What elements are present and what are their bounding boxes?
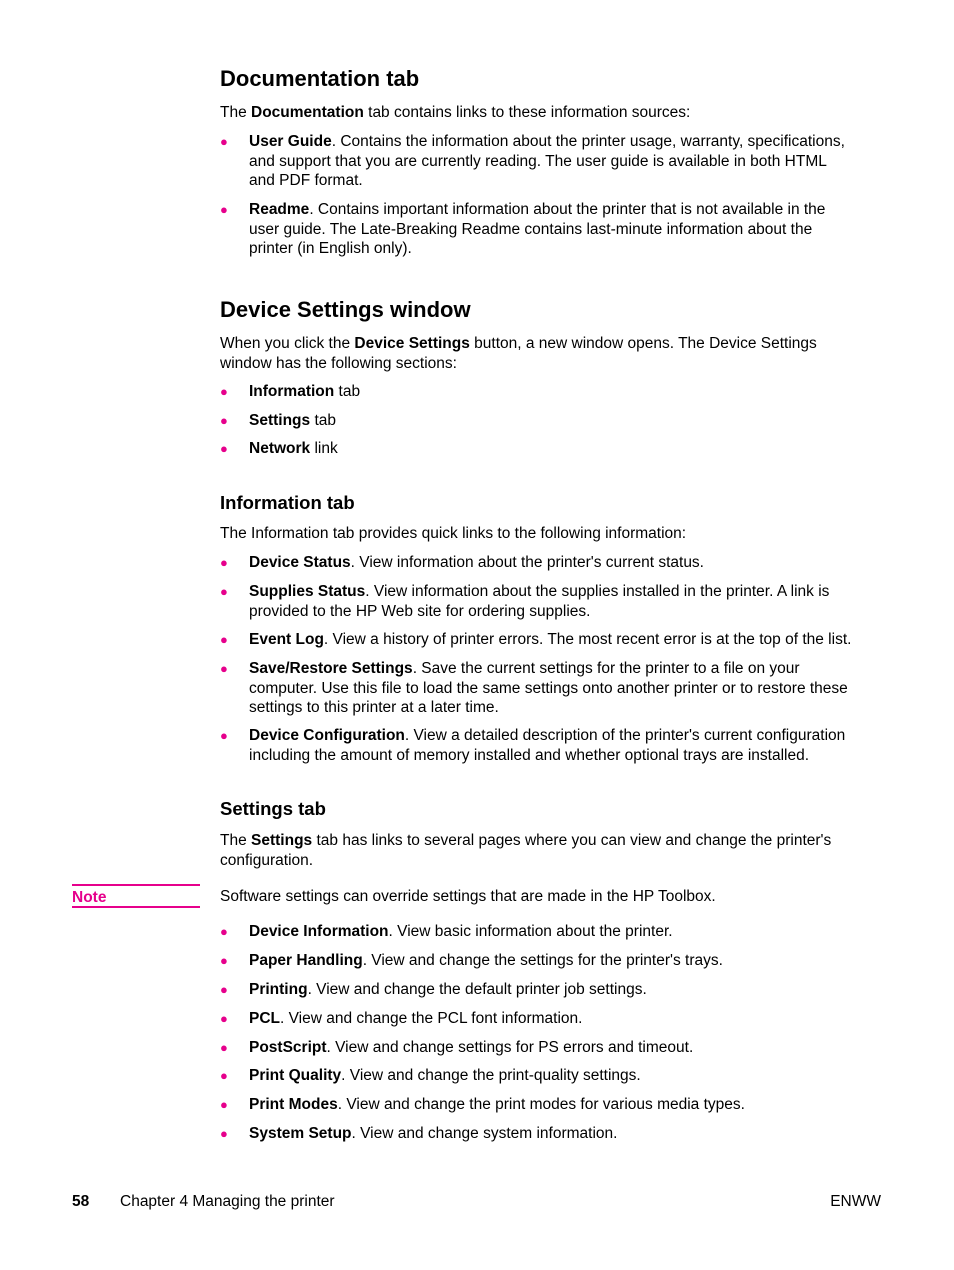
- bullet-icon: ●: [220, 1126, 228, 1141]
- page-number: 58: [72, 1193, 90, 1210]
- bullet-icon: ●: [220, 384, 228, 399]
- bullet-icon: ●: [220, 632, 228, 647]
- footer-chapter: Chapter 4 Managing the printer: [120, 1193, 335, 1210]
- bullet-icon: ●: [220, 1040, 228, 1055]
- bullet-icon: ●: [220, 1068, 228, 1083]
- bullet-icon: ●: [220, 202, 228, 217]
- heading-device-settings-window: Device Settings window: [220, 297, 471, 322]
- device-settings-intro: When you click the Device Settings button, a new window opens. The Device Settings window has the following sections:: [220, 335, 817, 372]
- bullet-icon: ●: [220, 134, 228, 149]
- documentation-intro: The Documentation tab contains links to these information sources:: [220, 104, 691, 121]
- bullet-icon: ●: [220, 953, 228, 968]
- bullet-icon: ●: [220, 728, 228, 743]
- bullet-icon: ●: [220, 1097, 228, 1112]
- heading-information-tab: Information tab: [220, 492, 355, 513]
- note-label: Note: [72, 884, 200, 908]
- bullet-icon: ●: [220, 982, 228, 997]
- bullet-icon: ●: [220, 555, 228, 570]
- bullet-icon: ●: [220, 924, 228, 939]
- settings-intro: The Settings tab has links to several pages where you can view and change the printer's configuration.: [220, 832, 832, 869]
- bullet-icon: ●: [220, 441, 228, 456]
- bullet-icon: ●: [220, 1011, 228, 1026]
- heading-settings-tab: Settings tab: [220, 798, 326, 819]
- bullet-icon: ●: [220, 413, 228, 428]
- footer-enww: ENWW: [830, 1193, 881, 1210]
- bullet-icon: ●: [220, 584, 228, 599]
- information-intro: The Information tab provides quick links to the following information:: [220, 525, 687, 542]
- heading-documentation-tab: Documentation tab: [220, 66, 420, 91]
- bullet-icon: ●: [220, 661, 228, 676]
- note-text: Software settings can override settings that are made in the HP Toolbox.: [220, 888, 716, 905]
